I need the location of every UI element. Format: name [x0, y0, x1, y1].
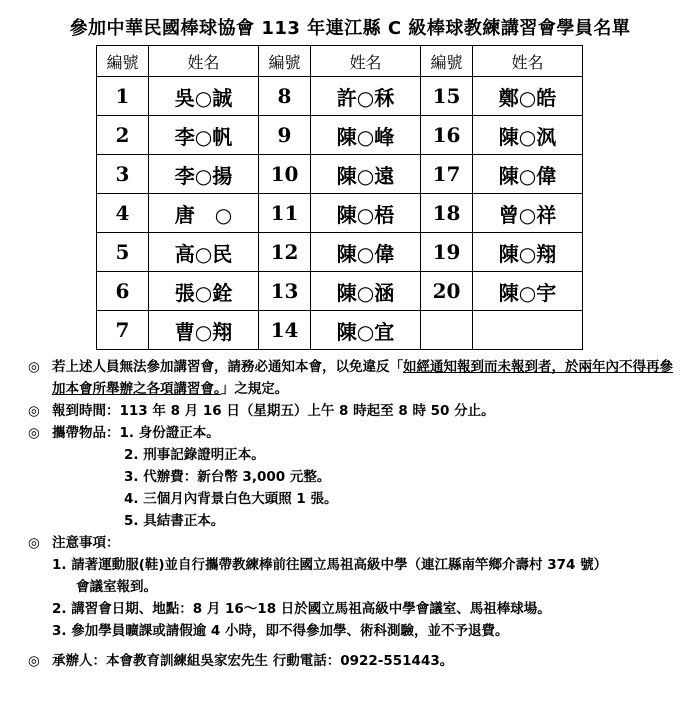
- student-name-cell: 張○銓: [149, 272, 259, 311]
- student-number-cell: 1: [97, 77, 149, 116]
- list-item: 2. 刑事記錄證明正本。: [124, 447, 265, 463]
- bullet-icon: ◎: [28, 403, 40, 419]
- student-number-cell: 19: [421, 233, 473, 272]
- checkin-time-text: 報到時間：113 年 8 月 16 日（星期五）上午 8 時起至 8 時 50 分止。: [52, 403, 495, 419]
- bullet-icon: ◎: [28, 359, 40, 375]
- note-checkin-time: [28, 400, 678, 422]
- list-item-continued: 會議室報到。: [76, 579, 157, 595]
- list-item: 2. 講習會日期、地點：8 月 16～18 日於國立馬祖高級中學會議室、馬祖棒球場。: [52, 601, 551, 617]
- student-number-cell: 2: [97, 116, 149, 155]
- column-header: 編號: [97, 46, 149, 77]
- student-number-cell: 10: [259, 155, 311, 194]
- column-header: 姓名: [149, 46, 259, 77]
- student-name-cell: 陳○梧: [311, 194, 421, 233]
- notes-section: [28, 356, 678, 672]
- table-row: [97, 311, 583, 350]
- list-item: 3. 參加學員曠課或請假逾 4 小時，即不得參加學、術科測驗，並不予退費。: [52, 623, 509, 639]
- student-number-cell: 17: [421, 155, 473, 194]
- column-header: 編號: [421, 46, 473, 77]
- bullet-icon: ◎: [28, 535, 40, 551]
- student-number-cell: 13: [259, 272, 311, 311]
- contact-text: 承辦人：本會教育訓練組吳家宏先生 行動電話：0922-551443。: [52, 653, 454, 669]
- student-name-cell: 李○揚: [149, 155, 259, 194]
- student-number-cell: [421, 311, 473, 350]
- table-row: [97, 155, 583, 194]
- student-name-cell: 吳○誠: [149, 77, 259, 116]
- student-name-cell: 唐 ○: [149, 194, 259, 233]
- student-number-cell: 5: [97, 233, 149, 272]
- roster-body: [97, 77, 583, 350]
- student-name-cell: 高○民: [149, 233, 259, 272]
- table-row: [97, 272, 583, 311]
- student-name-cell: [473, 311, 583, 350]
- roster-table: [96, 45, 583, 350]
- note-absence-end: 」之規定。: [220, 381, 289, 397]
- column-header: 姓名: [311, 46, 421, 77]
- column-header: 姓名: [473, 46, 583, 77]
- student-number-cell: 3: [97, 155, 149, 194]
- student-name-cell: 許○秝: [311, 77, 421, 116]
- student-name-cell: 陳○沨: [473, 116, 583, 155]
- student-number-cell: 6: [97, 272, 149, 311]
- table-header-row: [97, 46, 583, 77]
- list-item: 3. 代辦費：新台幣 3,000 元整。: [124, 469, 331, 485]
- table-row: [97, 77, 583, 116]
- column-header: 編號: [259, 46, 311, 77]
- table-row: [97, 233, 583, 272]
- student-name-cell: 陳○涵: [311, 272, 421, 311]
- precautions-heading: 注意事項：: [52, 535, 120, 551]
- student-number-cell: 7: [97, 311, 149, 350]
- student-number-cell: 12: [259, 233, 311, 272]
- student-name-cell: 陳○偉: [311, 233, 421, 272]
- student-number-cell: 4: [97, 194, 149, 233]
- note-absence: [28, 356, 678, 400]
- items-to-bring-heading: 攜帶物品：1. 身份證正本。: [52, 425, 220, 441]
- student-name-cell: 李○帆: [149, 116, 259, 155]
- page-title: 參加中華民國棒球協會 113 年連江縣 C 級棒球教練講習會學員名單: [69, 18, 631, 39]
- student-name-cell: 陳○偉: [473, 155, 583, 194]
- bullet-icon: ◎: [28, 653, 40, 669]
- student-number-cell: 9: [259, 116, 311, 155]
- note-absence-text: 若上述人員無法參加講習會，請務必通知本會，以免違反「: [52, 359, 403, 375]
- student-name-cell: 曾○祥: [473, 194, 583, 233]
- list-item: 4. 三個月內背景白色大頭照 1 張。: [124, 491, 338, 507]
- student-number-cell: 18: [421, 194, 473, 233]
- list-item: 5. 具結書正本。: [124, 513, 225, 529]
- note-precautions: [28, 532, 678, 554]
- note-items-to-bring: [28, 422, 678, 444]
- student-name-cell: 曹○翔: [149, 311, 259, 350]
- student-number-cell: 20: [421, 272, 473, 311]
- student-number-cell: 11: [259, 194, 311, 233]
- student-name-cell: 陳○宜: [311, 311, 421, 350]
- student-number-cell: 16: [421, 116, 473, 155]
- list-item: 1. 請著運動服(鞋)並自行攜帶教練棒前往國立馬祖高級中學（連江縣南竿鄉介壽村 374 號）: [52, 557, 608, 573]
- bullet-icon: ◎: [28, 425, 40, 441]
- student-name-cell: 陳○遠: [311, 155, 421, 194]
- student-name-cell: 鄭○皓: [473, 77, 583, 116]
- student-number-cell: 14: [259, 311, 311, 350]
- note-contact: [28, 650, 678, 672]
- student-number-cell: 8: [259, 77, 311, 116]
- table-row: [97, 194, 583, 233]
- table-row: [97, 116, 583, 155]
- student-name-cell: 陳○峰: [311, 116, 421, 155]
- student-number-cell: 15: [421, 77, 473, 116]
- student-name-cell: 陳○宇: [473, 272, 583, 311]
- note-absence-rule: 如經通知報到而未報到者，於兩年內不得再參加本會所舉辦之各項講習會。: [52, 359, 673, 397]
- student-name-cell: 陳○翔: [473, 233, 583, 272]
